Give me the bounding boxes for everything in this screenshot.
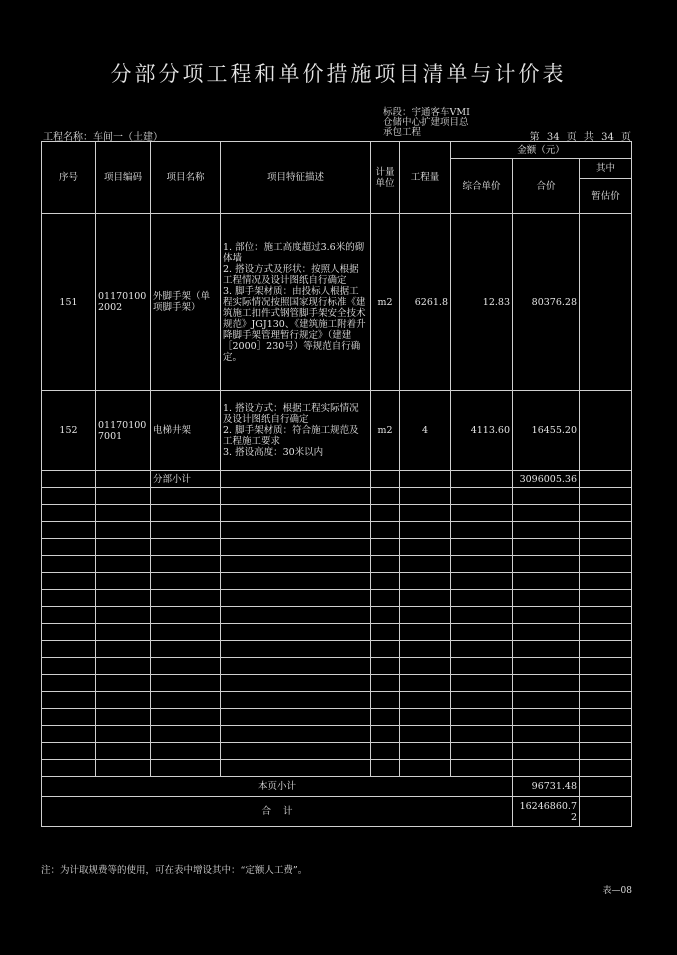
- empty-row: [42, 658, 632, 675]
- bid-section-line: 标段：宇通客车VMI: [383, 107, 470, 118]
- row-provisional: [580, 214, 632, 391]
- header-quantity: 工程量: [400, 142, 451, 214]
- empty-row: [42, 522, 632, 539]
- row-feature: 1. 搭设方式：根据工程实际情况及设计图纸自行确定 2. 脚手架材质：符合施工规范及工程施工要求 3. 搭设高度：30米以内: [221, 391, 371, 471]
- header-name: 项目名称: [151, 142, 221, 214]
- empty-row: [42, 641, 632, 658]
- header-amount: 金额（元）: [451, 142, 632, 159]
- page-info: 第 34 页 共 34 页: [529, 132, 631, 143]
- subtotal-total: 3096005.36: [513, 471, 580, 488]
- header-seq: 序号: [42, 142, 96, 214]
- row-seq: 151: [42, 214, 96, 391]
- row-seq: 152: [42, 391, 96, 471]
- row-quantity: 6261.8: [400, 214, 451, 391]
- empty-row: [42, 573, 632, 590]
- empty-row: [42, 607, 632, 624]
- empty-row: [42, 675, 632, 692]
- pricing-table: [41, 141, 632, 827]
- bid-section: [383, 108, 523, 138]
- header-code: 项目编码: [96, 142, 151, 214]
- row-unit-price: 12.83: [451, 214, 513, 391]
- header-provisional: 暂估价: [580, 179, 632, 214]
- row-total: 16455.20: [513, 391, 580, 471]
- form-code: 表—08: [602, 886, 632, 896]
- row-quantity: 4: [400, 391, 451, 471]
- row-unit: m2: [371, 214, 400, 391]
- empty-row: [42, 539, 632, 556]
- table-row: [42, 214, 632, 391]
- row-provisional: [580, 391, 632, 471]
- empty-row: [42, 505, 632, 522]
- footnote: 注：为计取规费等的使用，可在表中增设其中：“定额人工费”。: [41, 865, 308, 876]
- empty-row: [42, 743, 632, 760]
- header-unit-price: 综合单价: [451, 159, 513, 214]
- empty-row: [42, 692, 632, 709]
- row-unit-price: 4113.60: [451, 391, 513, 471]
- bid-section-line: 仓储中心扩建项目总: [383, 117, 469, 128]
- row-unit: m2: [371, 391, 400, 471]
- page-subtotal-row: [42, 777, 632, 797]
- subtotal-label: 分部小计: [151, 471, 221, 488]
- row-feature: 1. 部位：施工高度超过3.6米的砌体墙 2. 搭设方式及形状：按照人根据工程情况及设计图纸自行确定 3. 脚手架材质：由投标人根据工程实际情况按照国家现行标准《建筑施工扣件式钢管脚手架安全技术规范》JGJ130、《建筑施工附着升降脚手架管理暂行规定》（建建［2000］230号）等规范自行确定。: [221, 214, 371, 391]
- header-of-which: 其中: [580, 159, 632, 179]
- row-code: 011701007001: [96, 391, 151, 471]
- page-subtotal-label: 本页小计: [42, 777, 513, 797]
- empty-row: [42, 488, 632, 505]
- grand-total-row: [42, 797, 632, 827]
- table-row: [42, 391, 632, 471]
- row-name: 外脚手架（单项脚手架）: [151, 214, 221, 391]
- row-code: 011701002002: [96, 214, 151, 391]
- header-feature: 项目特征描述: [221, 142, 371, 214]
- empty-row: [42, 760, 632, 777]
- empty-row: [42, 726, 632, 743]
- page-subtotal-total: 96731.48: [513, 777, 580, 797]
- empty-row: [42, 709, 632, 726]
- row-total: 80376.28: [513, 214, 580, 391]
- header-unit: 计量单位: [371, 142, 400, 214]
- empty-row: [42, 590, 632, 607]
- project-name: 工程名称：车间一（土建）: [43, 132, 163, 143]
- row-name: 电梯井架: [151, 391, 221, 471]
- empty-row: [42, 556, 632, 573]
- page-title: 分部分项工程和单价措施项目清单与计价表: [110, 62, 567, 86]
- subtotal-row: [42, 471, 632, 488]
- empty-row: [42, 624, 632, 641]
- grand-total-label: 合 计: [42, 797, 513, 827]
- bid-section-line: 承包工程: [383, 127, 422, 138]
- grand-total-value: 16246860.72: [513, 797, 580, 827]
- header-total: 合价: [513, 159, 580, 214]
